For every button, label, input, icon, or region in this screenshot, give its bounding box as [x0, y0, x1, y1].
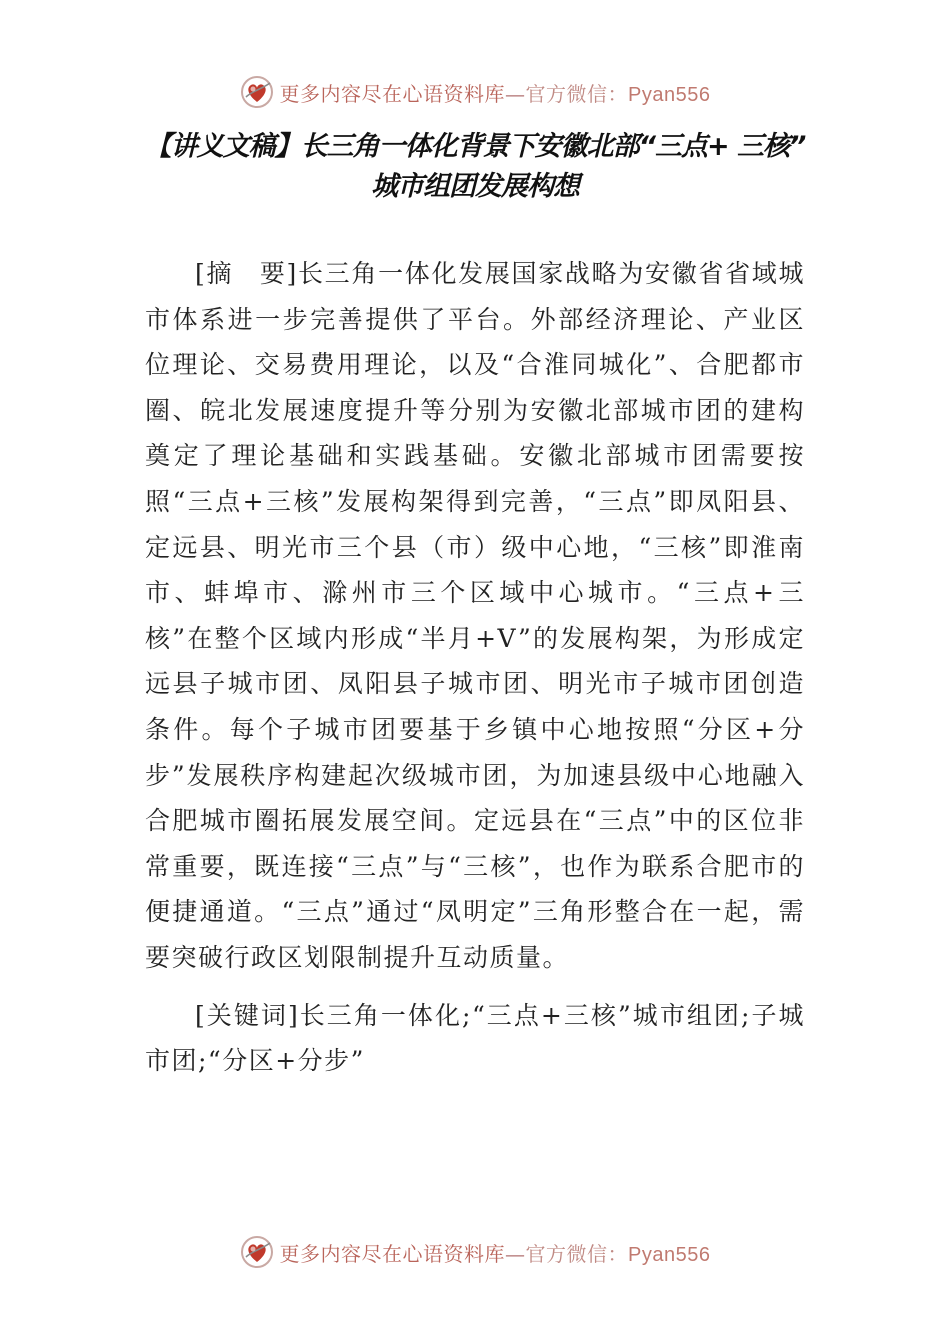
banner-text	[280, 1238, 711, 1267]
title-line-1: 【讲义文稿】长三角一体化背景下安徽北部“三点+ 三核”	[144, 131, 806, 162]
title-line-2: 城市组团发展构想	[371, 171, 579, 202]
banner-wechat-id: Pyan556	[628, 1243, 711, 1266]
banner-separator: —	[505, 1241, 526, 1266]
heart-swirl-logo-icon	[240, 75, 274, 109]
banner-site-name: 更多内容尽在心语资料库	[279, 1241, 506, 1266]
banner-separator: —	[505, 81, 526, 106]
banner-site-name: 更多内容尽在心语资料库	[279, 81, 506, 106]
banner-wechat-label: 官方微信：	[525, 1241, 629, 1266]
banner-text	[280, 78, 711, 107]
footer-banner	[0, 1230, 950, 1274]
banner-wechat-id: Pyan556	[628, 83, 711, 106]
banner-wechat-label: 官方微信：	[525, 81, 629, 106]
document-body	[145, 251, 805, 1084]
heart-swirl-logo-icon	[240, 1235, 274, 1269]
document-title	[100, 127, 850, 207]
header-banner	[0, 70, 950, 114]
abstract-paragraph: [摘 要]长三角一体化发展国家战略为安徽省省域城市体系进一步完善提供了平台。外部经济理论、产业区位理论、交易费用理论，以及“合淮同城化”、合肥都市圈、皖北发展速度提升等分别为安徽北部城市团的建构奠定了理论基础和实践基础。安徽北部城市团需要按照“三点+三核”发展构架得到完善，“三点”即凤阳县、定远县、明光市三个县（市）级中心地，“三核”即淮南市、蚌埠市、滁州市三个区域中心城市。“三点+三核”在整个区域内形成“半月+V”的发展构架，为形成定远县子城市团、凤阳县子城市团、明光市子城市团创造条件。每个子城市团要基于乡镇中心地按照“分区+分步”发展秩序构建起次级城市团，为加速县级中心地融入合肥城市圈拓展发展空间。定远县在“三点”中的区位非常重要，既连接“三点”与“三核”，也作为联系合肥市的便捷通道。“三点”通过“凤明定”三角形整合在一起，需要突破行政区划限制提升互动质量。	[145, 259, 805, 972]
keywords-paragraph: [关键词]长三角一体化;“三点+三核”城市组团;子城市团;“分区+分步”	[145, 1000, 805, 1076]
